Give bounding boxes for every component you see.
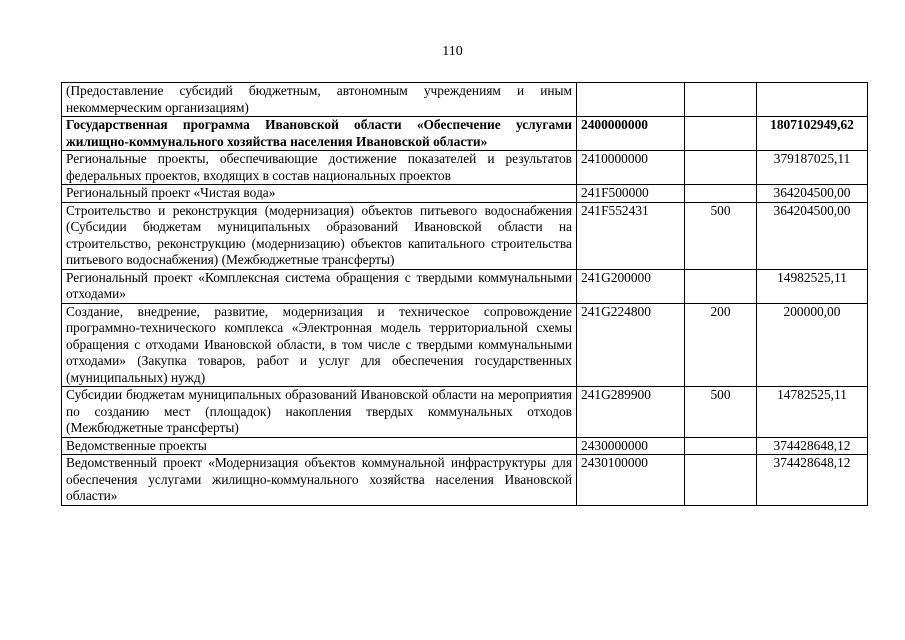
row-sum: 379187025,11 [757, 151, 868, 185]
row-name: Ведомственный проект «Модернизация объектов коммунальной инфраструктуры для обеспечения услугами жилищно-коммунального хозяйства населения Ивановской области» [62, 455, 577, 506]
row-name: Субсидии бюджетам муниципальных образований Ивановской области на мероприятия по созданию мест (площадок) накопления твердых коммунальных отходов (Межбюджетные трансферты) [62, 387, 577, 438]
row-code: 2430000000 [577, 437, 685, 455]
row-sum: 14982525,11 [757, 269, 868, 303]
row-name: Ведомственные проекты [62, 437, 577, 455]
row-expense-type: 200 [685, 303, 757, 387]
row-sum: 364204500,00 [757, 185, 868, 203]
row-expense-type: 500 [685, 202, 757, 269]
row-name: Региональный проект «Чистая вода» [62, 185, 577, 203]
row-expense-type [685, 83, 757, 117]
row-code: 241F500000 [577, 185, 685, 203]
table-row [62, 269, 868, 303]
row-expense-type [685, 185, 757, 203]
budget-table-body [62, 83, 868, 506]
table-row [62, 83, 868, 117]
row-expense-type: 500 [685, 387, 757, 438]
row-name: Региональный проект «Комплексная система обращения с твердыми коммунальными отходами» [62, 269, 577, 303]
row-code: 241G224800 [577, 303, 685, 387]
row-code: 2400000000 [577, 117, 685, 151]
row-name: Создание, внедрение, развитие, модернизация и техническое сопровождение программно-технического комплекса «Электронная модель территориальной схемы обращения с отходами Ивановской области, в том числе с твердыми коммунальными отходами» (Закупка товаров, работ и услуг для обеспечения государственных (муниципальных) нужд) [62, 303, 577, 387]
row-code: 241F552431 [577, 202, 685, 269]
table-row [62, 387, 868, 438]
row-sum: 1807102949,62 [757, 117, 868, 151]
row-sum: 200000,00 [757, 303, 868, 387]
row-sum: 14782525,11 [757, 387, 868, 438]
row-sum: 364204500,00 [757, 202, 868, 269]
budget-table [61, 82, 868, 506]
row-code: 2430100000 [577, 455, 685, 506]
row-expense-type [685, 151, 757, 185]
row-expense-type [685, 455, 757, 506]
table-row [62, 303, 868, 387]
row-expense-type [685, 269, 757, 303]
table-row [62, 151, 868, 185]
row-name: Региональные проекты, обеспечивающие достижение показателей и результатов федеральных проектов, входящих в состав национальных проектов [62, 151, 577, 185]
row-code: 241G289900 [577, 387, 685, 438]
row-code: 2410000000 [577, 151, 685, 185]
table-row [62, 202, 868, 269]
row-name: Строительство и реконструкция (модернизация) объектов питьевого водоснабжения (Субсидии бюджетам муниципальных образований Ивановской области на строительство, реконструкцию (модернизацию) объектов капитального строительства питьевого водоснабжения) (Межбюджетные трансферты) [62, 202, 577, 269]
table-row [62, 185, 868, 203]
table-row [62, 455, 868, 506]
page-number: 110 [442, 44, 463, 59]
row-code [577, 83, 685, 117]
table-row [62, 117, 868, 151]
row-sum [757, 83, 868, 117]
row-expense-type [685, 437, 757, 455]
row-code: 241G200000 [577, 269, 685, 303]
row-name: (Предоставление субсидий бюджетным, автономным учреждениям и иным некоммерческим организациям) [62, 83, 577, 117]
row-expense-type [685, 117, 757, 151]
table-row [62, 437, 868, 455]
row-sum: 374428648,12 [757, 455, 868, 506]
row-name: Государственная программа Ивановской области «Обеспечение услугами жилищно-коммунального хозяйства населения Ивановской области» [62, 117, 577, 151]
row-sum: 374428648,12 [757, 437, 868, 455]
